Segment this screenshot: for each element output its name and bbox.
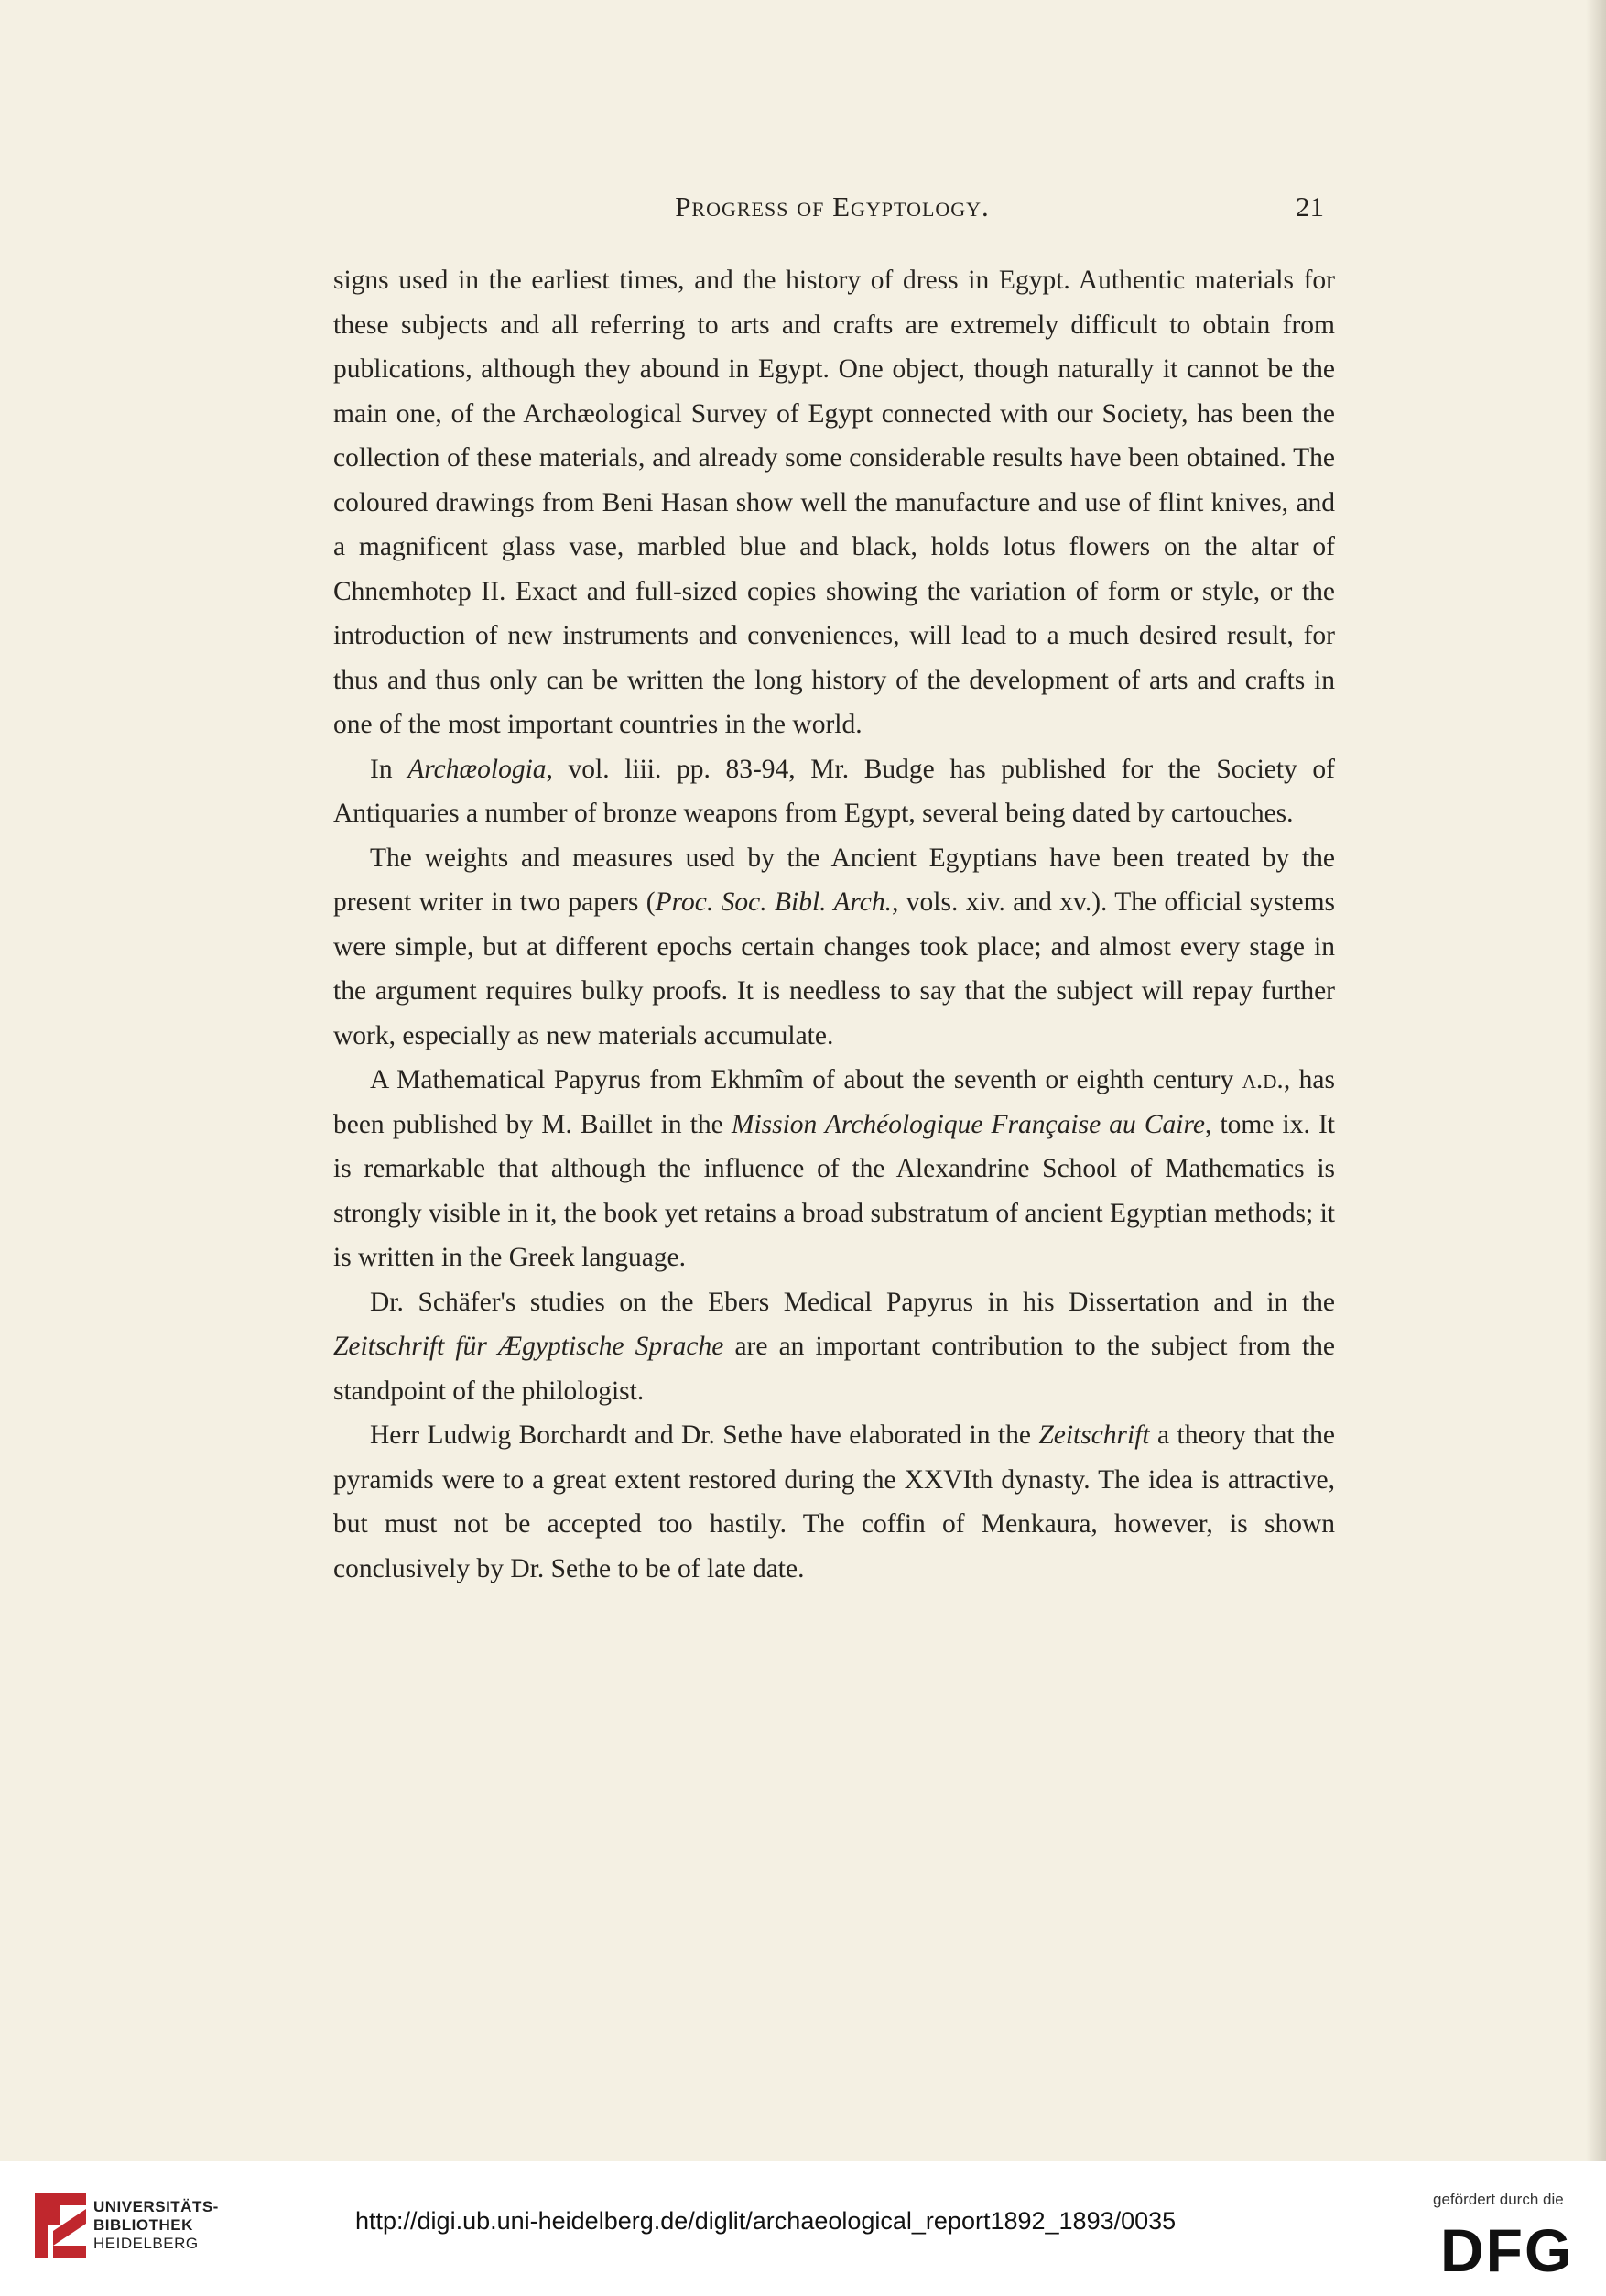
- journal-title-proc-soc: Proc. Soc. Bibl. Arch.: [655, 887, 893, 917]
- journal-title-archaeologia: Archæologia: [407, 754, 547, 784]
- page-number: 21: [1296, 190, 1324, 223]
- funded-by-label: gefördert durch die: [1433, 2191, 1564, 2208]
- institution-line-3: HEIDELBERG: [93, 2235, 199, 2252]
- paragraph-4: [333, 1058, 1335, 1280]
- paragraph-4-text-a: A Mathematical Papyrus from Ekhmîm of about the seventh or eighth century: [370, 1065, 1242, 1094]
- paragraph-5-text-a: Dr. Schäfer's studies on the Ebers Medical Papyrus in his Dissertation and in the: [370, 1287, 1335, 1317]
- university-library-name: [93, 2198, 219, 2253]
- university-library-logo: [33, 2189, 92, 2262]
- dfg-logo: DFG: [1440, 2216, 1574, 2284]
- paragraph-3-text-a: The weights and measures used by the Ancient Egyptians have been treated by the present writer in two papers (: [333, 843, 1335, 917]
- journal-title-mission: Mission Archéologique Française au Caire: [731, 1109, 1205, 1139]
- institution-line-2: BIBLIOTHEK: [93, 2216, 193, 2234]
- running-title: Progress of Egyptology.: [675, 190, 990, 223]
- paragraph-1: signs used in the earliest times, and the history of dress in Egypt. Authentic materials for these subjects and all referring to arts and crafts are extremely difficult to obtain from publications, although they abound in Egypt. One object, though naturally it cannot be the main one, of the Archæological Survey of Egypt connected with our Society, has been the collection of these materials, and already some considerable results have been obtained. The coloured drawings from Beni Hasan show well the manufacture and use of flint knives, and a magnificent glass vase, marbled blue and black, holds lotus flowers on the altar of Chnemhotep II. Exact and full-sized copies showing the variation of form or style, or the introduction of new instruments and conveniences, will lead to a much desired result, for thus and thus only can be written the long history of the development of arts and crafts in one of the most important countries in the world.: [333, 266, 1335, 739]
- institution-line-1: UNIVERSITÄTS-: [93, 2198, 219, 2215]
- body-text: [333, 258, 1335, 1591]
- paragraph-5-text-b: are an important contribution to the subject from the standpoint of the philologist.: [333, 1332, 1336, 1406]
- page-edge-shadow: [1586, 0, 1606, 2161]
- paragraph-2: [333, 747, 1335, 836]
- running-head: [333, 190, 1331, 231]
- paragraph-6-text-b: a theory that the pyramids were to a great extent restored during the XXVIth dynasty. The idea is attractive, but must not be accepted too hastily. The coffin of Menkaura, however, is shown conclusively by Dr. Sethe to be of late date.: [333, 1420, 1335, 1583]
- journal-title-zeitschrift: Zeitschrift: [1038, 1420, 1150, 1450]
- digitization-footer: [0, 2161, 1606, 2296]
- source-url-link[interactable]: http://digi.ub.uni-heidelberg.de/diglit/archaeological_report1892_1893/0035: [355, 2207, 1177, 2235]
- paragraph-6-text-a: Herr Ludwig Borchardt and Dr. Sethe have elaborated in the: [370, 1420, 1039, 1450]
- paragraph-2-text-b: , vol. liii. pp. 83-94, Mr. Budge has published for the Society of Antiquaries a number of bronze weapons from Egypt, several being dated by cartouches.: [333, 754, 1335, 828]
- paragraph-4-text-c: , tome ix. It is remarkable that although the influence of the Alexandrine School of Mathematics is strongly visible in it, the book yet retains a broad substratum of ancient Egyptian methods; it is written in the Greek language.: [333, 1109, 1335, 1272]
- era-abbreviation: a.d.: [1242, 1065, 1284, 1094]
- journal-title-zeitschrift-full: Zeitschrift für Ægyptische Sprache: [333, 1332, 724, 1361]
- paragraph-3-text-b: , vols. xiv. and xv.). The official systems were simple, but at different epochs certain changes took place; and almost every stage in the argument requires bulky proofs. It is needless to say that the subject will repay further work, especially as new materials accumulate.: [333, 887, 1335, 1050]
- paragraph-2-text-a: In: [370, 754, 408, 784]
- paragraph-5: [333, 1280, 1335, 1414]
- paragraph-6: [333, 1413, 1335, 1591]
- paragraph-3: [333, 836, 1335, 1059]
- paragraph-4-text-b: , has been published by M. Baillet in the: [333, 1065, 1335, 1139]
